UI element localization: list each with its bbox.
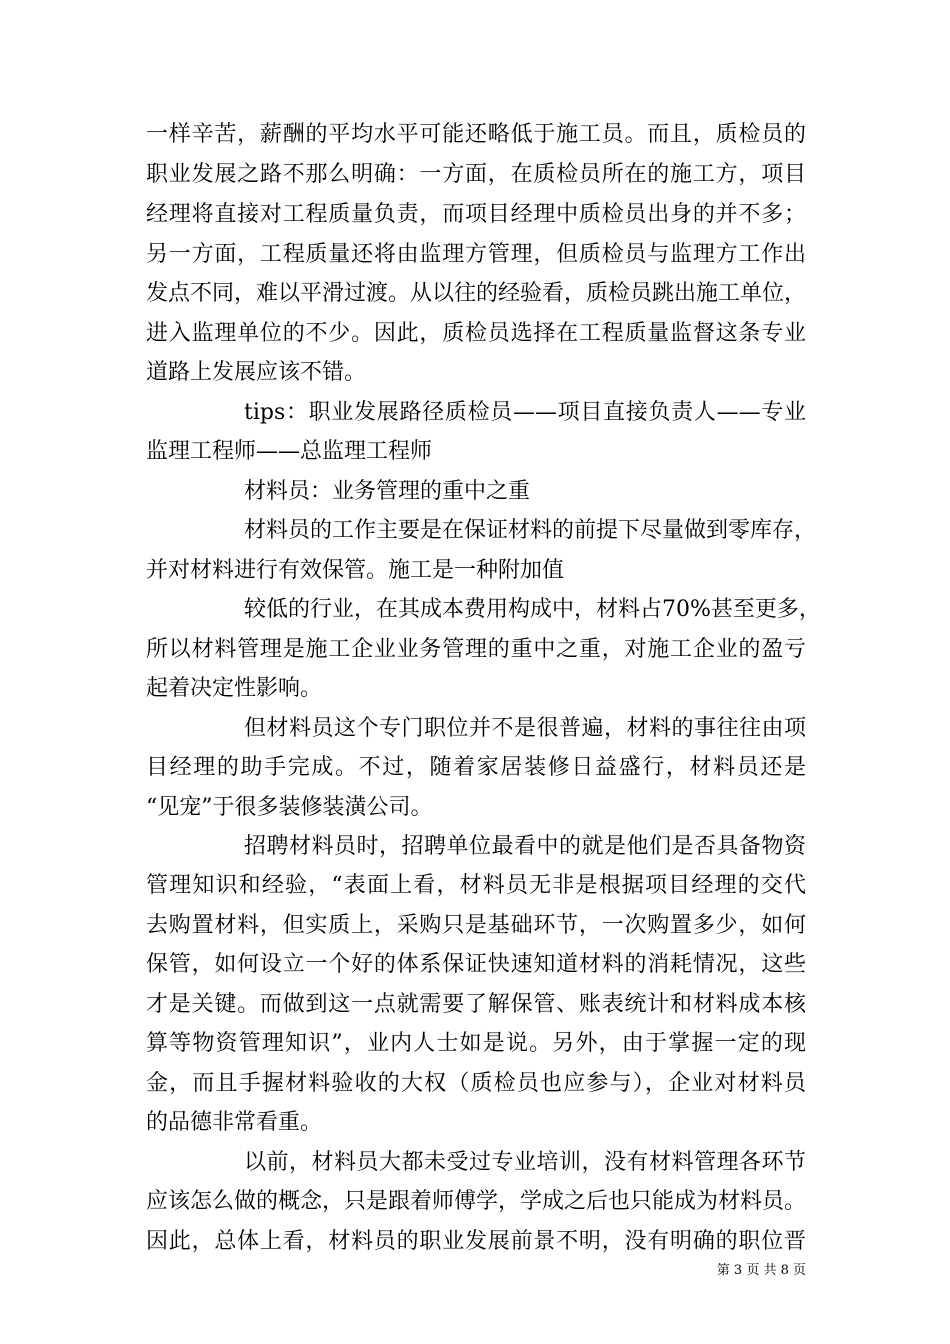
text-line: 因此，总体上看，材料员的职业发展前景不明，没有明确的职位晋 xyxy=(146,1229,806,1254)
text-line: 目经理的助手完成。不过，随着家居装修日益盛行，材料员还是 xyxy=(146,755,806,780)
text-line: 并对材料进行有效保管。施工是一种附加值 xyxy=(146,558,565,583)
text-line: tips：职业发展路径质检员——项目直接负责人——专业 xyxy=(244,400,806,425)
text-line: 材料员的工作主要是在保证材料的前提下尽量做到零库存， xyxy=(244,518,817,543)
text-line: 较低的行业，在其成本费用构成中，材料占70%甚至更多， xyxy=(244,597,821,622)
text-line: 才是关键。而做到这一点就需要了解保管、账表统计和材料成本核 xyxy=(146,992,806,1017)
text-line: 以前，材料员大都未受过专业培训，没有材料管理各环节 xyxy=(244,1150,806,1175)
text-line: 金，而且手握材料验收的大权（质检员也应参与），企业对材料员 xyxy=(146,1071,806,1096)
text-line: 算等物资管理知识”，业内人士如是说。另外，由于掌握一定的现 xyxy=(146,1031,806,1056)
page-number: 第 3 页 共 8 页 xyxy=(716,1263,806,1278)
text-line: 监理工程师——总监理工程师 xyxy=(146,439,433,464)
text-line: 经理将直接对工程质量负责，而项目经理中质检员出身的并不多； xyxy=(146,202,806,227)
text-line: 职业发展之路不那么明确：一方面，在质检员所在的施工方，项目 xyxy=(146,162,806,187)
text-line: 进入监理单位的不少。因此，质检员选择在工程质量监督这条专业 xyxy=(146,321,806,346)
text-line: 应该怎么做的概念，只是跟着师傅学，学成之后也只能成为材料员。 xyxy=(146,1189,807,1214)
text-line: 去购置材料，但实质上，采购只是基础环节，一次购置多少，如何 xyxy=(146,913,806,938)
text-line: 另一方面，工程质量还将由监理方管理，但质检员与监理方工作出 xyxy=(146,242,806,267)
section-heading: 材料员：业务管理的重中之重 xyxy=(244,479,531,504)
text-line: 保管，如何设立一个好的体系保证快速知道材料的消耗情况，这些 xyxy=(146,952,806,977)
text-line: 所以材料管理是施工企业业务管理的重中之重，对施工企业的盈亏 xyxy=(146,637,806,662)
text-line: 招聘材料员时，招聘单位最看中的就是他们是否具备物资 xyxy=(244,834,806,859)
text-line: 管理知识和经验，“表面上看，材料员无非是根据项目经理的交代 xyxy=(146,873,806,898)
text-line: “见宠”于很多装修装潢公司。 xyxy=(146,795,433,820)
text-line: 一样辛苦，薪酬的平均水平可能还略低于施工员。而且，质检员的 xyxy=(146,122,806,147)
text-line: 起着决定性影响。 xyxy=(146,676,323,701)
text-line: 发点不同，难以平滑过渡。从以往的经验看，质检员跳出施工单位， xyxy=(146,281,807,306)
text-line: 但材料员这个专门职位并不是很普遍，材料的事往往由项 xyxy=(244,716,806,741)
text-line: 道路上发展应该不错。 xyxy=(146,360,367,385)
text-line: 的品德非常看重。 xyxy=(146,1110,323,1135)
